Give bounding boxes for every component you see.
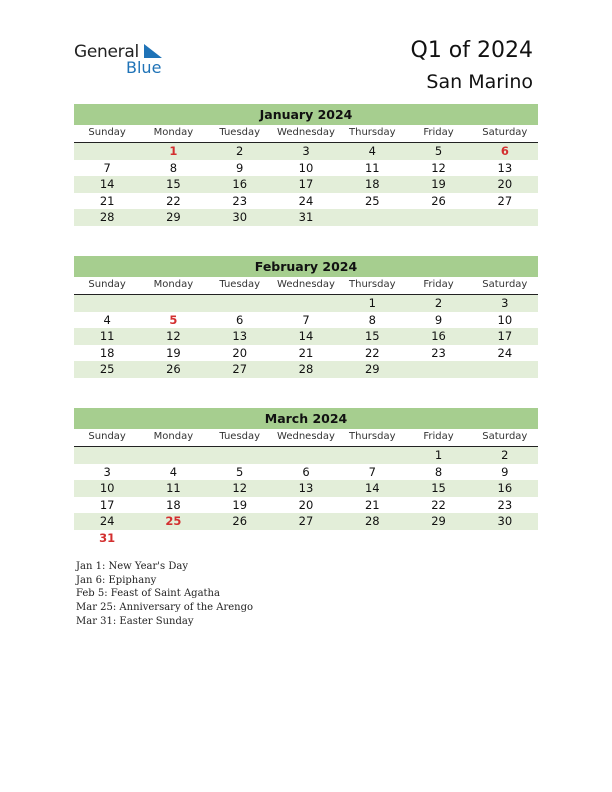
weekday-label: Tuesday — [219, 127, 261, 138]
day-cell: 27 — [497, 193, 513, 208]
day-cell: 26 — [232, 514, 248, 528]
day-cell: 28 — [298, 362, 314, 376]
day-cell: 31 — [298, 210, 314, 224]
day-cell: 29 — [431, 514, 446, 528]
weekday-label: Saturday — [482, 431, 528, 442]
day-cell: 1 — [169, 144, 178, 158]
weekday-label: Wednesday — [277, 279, 335, 290]
empty-day-cell — [472, 361, 538, 378]
holiday-entry: Feb 5: Feast of Saint Agatha — [76, 588, 220, 600]
empty-day-cell — [207, 447, 273, 464]
day-cell: 5 — [169, 312, 178, 327]
day-cell: 8 — [169, 160, 178, 175]
weekday-label: Sunday — [88, 279, 126, 290]
holiday-entry: Jan 6: Epiphany — [76, 574, 157, 586]
day-cell: 25 — [364, 193, 380, 208]
day-cell: 17 — [99, 497, 115, 512]
holiday-entry: Mar 31: Easter Sunday — [76, 615, 194, 627]
day-cell: 27 — [232, 362, 248, 376]
day-cell: 5 — [236, 464, 244, 479]
page-subtitle: San Marino — [426, 71, 533, 93]
day-cell: 29 — [166, 210, 181, 224]
day-cell: 1 — [434, 448, 443, 462]
weekday-label: Saturday — [482, 279, 528, 290]
holiday-list — [76, 560, 253, 629]
week-row — [74, 497, 538, 514]
logo-general-text: General — [74, 42, 139, 62]
empty-day-cell — [207, 295, 273, 312]
day-cell: 18 — [99, 345, 115, 360]
weekday-label: Thursday — [349, 431, 396, 442]
day-cell: 17 — [298, 177, 314, 191]
weekday-label: Friday — [423, 431, 454, 442]
page-title: Q1 of 2024 — [410, 38, 533, 63]
week-row — [74, 513, 538, 530]
empty-day-cell — [339, 530, 405, 547]
day-cell: 22 — [431, 497, 446, 512]
day-cell: 23 — [232, 193, 248, 208]
month-calendar-march — [74, 408, 538, 546]
day-cell: 20 — [298, 497, 314, 512]
day-cell: 17 — [497, 329, 513, 343]
day-cell: 25 — [165, 514, 182, 528]
day-cell: 19 — [166, 345, 181, 360]
day-cell: 8 — [368, 312, 376, 327]
empty-day-cell — [74, 447, 140, 464]
day-cell: 11 — [99, 329, 115, 343]
day-cell: 2 — [434, 296, 443, 310]
day-cell: 11 — [364, 160, 380, 175]
weekday-label: Wednesday — [277, 431, 335, 442]
day-cell: 4 — [169, 464, 178, 479]
empty-day-cell — [472, 209, 538, 226]
weekday-label: Thursday — [349, 127, 396, 138]
empty-day-cell — [74, 143, 140, 160]
day-cell: 21 — [364, 497, 380, 512]
week-row — [74, 143, 538, 160]
week-row — [74, 328, 538, 345]
day-cell: 15 — [431, 481, 446, 495]
week-row — [74, 530, 538, 547]
weekday-header-row — [74, 429, 538, 447]
weekday-label: Monday — [153, 431, 194, 442]
day-cell: 13 — [232, 329, 248, 343]
day-cell: 1 — [368, 296, 376, 310]
day-cell: 13 — [298, 481, 314, 495]
day-cell: 23 — [497, 497, 513, 512]
weekday-label: Monday — [153, 127, 194, 138]
day-cell: 2 — [501, 448, 509, 462]
day-cell: 9 — [236, 160, 244, 175]
week-row — [74, 160, 538, 177]
day-cell: 3 — [302, 144, 310, 158]
day-cell: 3 — [501, 296, 509, 310]
week-row — [74, 312, 538, 329]
weekday-label: Wednesday — [277, 127, 335, 138]
weekday-header-row — [74, 277, 538, 295]
month-title: February 2024 — [74, 256, 538, 277]
day-cell: 14 — [364, 481, 380, 495]
day-cell: 7 — [302, 312, 310, 327]
empty-day-cell — [472, 530, 538, 547]
empty-day-cell — [405, 361, 471, 378]
day-cell: 5 — [434, 144, 443, 158]
day-cell: 6 — [302, 464, 310, 479]
week-row — [74, 209, 538, 226]
empty-day-cell — [339, 447, 405, 464]
day-cell: 4 — [103, 312, 111, 327]
day-cell: 9 — [434, 312, 443, 327]
day-cell: 16 — [232, 177, 248, 191]
day-cell: 30 — [232, 210, 248, 224]
day-cell: 10 — [298, 160, 314, 175]
day-cell: 8 — [434, 464, 443, 479]
day-cell: 16 — [431, 329, 446, 343]
day-cell: 14 — [99, 177, 115, 191]
day-cell: 2 — [236, 144, 244, 158]
empty-day-cell — [339, 209, 405, 226]
month-calendar-february — [74, 256, 538, 378]
day-cell: 19 — [232, 497, 248, 512]
day-cell: 10 — [497, 312, 513, 327]
empty-day-cell — [405, 530, 471, 547]
empty-day-cell — [273, 447, 339, 464]
day-cell: 27 — [298, 514, 314, 528]
day-cell: 23 — [431, 345, 446, 360]
day-cell: 15 — [166, 177, 181, 191]
holiday-entry: Jan 1: New Year's Day — [76, 561, 188, 572]
day-cell: 16 — [497, 481, 513, 495]
weekday-label: Monday — [153, 279, 194, 290]
day-cell: 12 — [232, 481, 248, 495]
week-row — [74, 345, 538, 362]
day-cell: 10 — [99, 481, 115, 495]
day-cell: 20 — [497, 177, 513, 191]
empty-day-cell — [140, 295, 206, 312]
empty-day-cell — [207, 530, 273, 547]
day-cell: 24 — [298, 193, 314, 208]
day-cell: 13 — [497, 160, 513, 175]
day-cell: 26 — [166, 362, 181, 376]
week-row — [74, 176, 538, 193]
day-cell: 26 — [431, 193, 446, 208]
week-row — [74, 464, 538, 481]
empty-day-cell — [273, 530, 339, 547]
weekday-header-row — [74, 125, 538, 143]
day-cell: 25 — [99, 362, 115, 376]
empty-day-cell — [273, 295, 339, 312]
day-cell: 6 — [500, 144, 509, 158]
day-cell: 6 — [236, 312, 244, 327]
holiday-entry: Mar 25: Anniversary of the Arengo — [76, 602, 254, 614]
day-cell: 15 — [364, 329, 380, 343]
day-cell: 21 — [99, 193, 115, 208]
empty-day-cell — [140, 530, 206, 547]
day-cell: 12 — [166, 329, 181, 343]
day-cell: 7 — [368, 464, 376, 479]
weekday-label: Thursday — [349, 279, 396, 290]
weekday-label: Sunday — [88, 431, 126, 442]
week-row — [74, 361, 538, 378]
day-cell: 19 — [431, 177, 446, 191]
empty-day-cell — [405, 209, 471, 226]
day-cell: 31 — [99, 530, 116, 545]
weekday-label: Friday — [423, 127, 454, 138]
day-cell: 18 — [364, 177, 380, 191]
day-cell: 7 — [103, 160, 111, 175]
day-cell: 28 — [364, 514, 380, 528]
day-cell: 20 — [232, 345, 248, 360]
day-cell: 9 — [501, 464, 509, 479]
weekday-label: Tuesday — [219, 279, 261, 290]
day-cell: 22 — [166, 193, 181, 208]
day-cell: 18 — [166, 497, 181, 512]
day-cell: 24 — [99, 514, 115, 528]
day-cell: 14 — [298, 329, 314, 343]
logo-blue-text: Blue — [126, 58, 162, 77]
month-title: January 2024 — [74, 104, 538, 125]
week-row — [74, 193, 538, 210]
week-row — [74, 295, 538, 312]
day-cell: 21 — [298, 345, 314, 360]
weekday-label: Friday — [423, 279, 454, 290]
logo — [74, 42, 174, 78]
week-row — [74, 480, 538, 497]
month-title: March 2024 — [74, 408, 538, 429]
weekday-label: Tuesday — [219, 431, 261, 442]
day-cell: 29 — [364, 362, 380, 376]
day-cell: 24 — [497, 345, 513, 360]
empty-day-cell — [140, 447, 206, 464]
empty-day-cell — [74, 295, 140, 312]
week-row — [74, 447, 538, 464]
day-cell: 22 — [364, 345, 380, 360]
day-cell: 4 — [368, 144, 376, 158]
day-cell: 3 — [103, 464, 111, 479]
weekday-label: Sunday — [88, 127, 126, 138]
weekday-label: Saturday — [482, 127, 528, 138]
logo-triangle-icon — [144, 44, 162, 58]
day-cell: 28 — [99, 210, 115, 224]
day-cell: 30 — [497, 514, 513, 528]
day-cell: 11 — [166, 481, 181, 495]
month-calendar-january — [74, 104, 538, 226]
day-cell: 12 — [431, 160, 446, 175]
